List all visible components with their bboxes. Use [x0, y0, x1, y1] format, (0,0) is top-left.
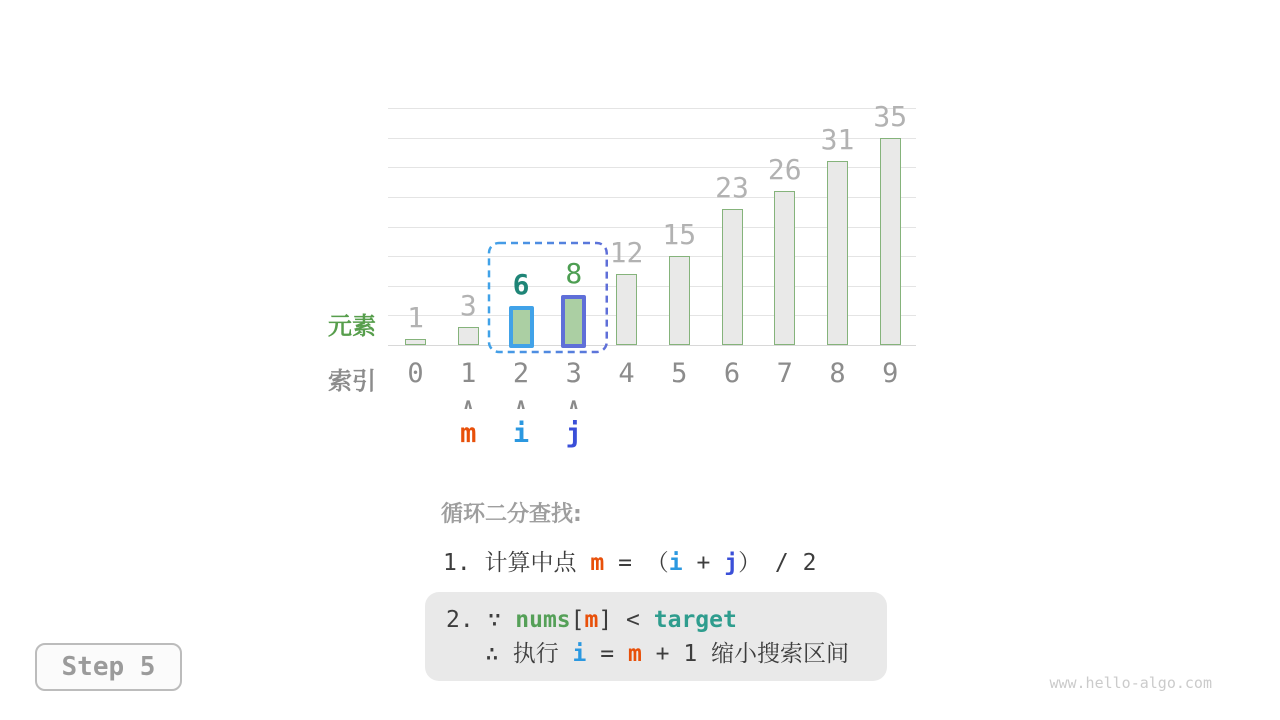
text-segment: = （ — [604, 550, 669, 576]
bar — [722, 209, 743, 345]
text-segment: + 1 缩小搜索区间 — [641, 641, 850, 667]
selection-dashed-box — [486, 240, 610, 356]
bar-value-label: 23 — [715, 170, 749, 204]
index-label: 6 — [723, 358, 741, 389]
explanation-step2-line2 — [446, 637, 887, 671]
bar-value-label: 31 — [820, 123, 855, 157]
x-axis-line — [388, 345, 916, 346]
code-token-i: i — [572, 641, 587, 667]
code-token-i: i — [668, 550, 683, 576]
bar-value-label: 3 — [459, 289, 477, 323]
text-segment: 2. ∵ — [446, 607, 516, 633]
bar — [880, 138, 901, 345]
caret-up-icon: ∧ — [462, 395, 475, 413]
bar — [827, 161, 848, 345]
text-segment: [ — [570, 607, 585, 633]
bar-value-label: 12 — [609, 235, 644, 269]
pointer-label-j: j — [565, 418, 582, 449]
step-badge-label: Step 5 — [61, 652, 156, 682]
code-token-j: j — [724, 550, 739, 576]
bar-value-label: 1 — [407, 301, 424, 335]
gridline — [388, 108, 916, 109]
row-label-indices: 索引 — [328, 367, 376, 395]
code-token-m: m — [590, 550, 605, 576]
text-segment: 1. 计算中点 — [443, 550, 591, 576]
step-badge — [35, 643, 182, 691]
index-label: 3 — [565, 358, 582, 389]
bar — [405, 339, 426, 345]
bar-value-label: 6 — [512, 268, 530, 302]
bar — [616, 274, 637, 345]
row-label-elements: 元素 — [328, 312, 376, 340]
text-segment: ] < — [598, 607, 654, 633]
watermark: www.hello-algo.com — [1049, 674, 1212, 692]
caret-up-icon: ∧ — [514, 395, 528, 413]
explanation-step2-box — [425, 592, 887, 681]
index-label: 7 — [776, 358, 793, 389]
caret-up-icon: ∧ — [567, 395, 580, 413]
bar — [774, 191, 795, 345]
bar-value-label: 26 — [767, 152, 802, 186]
text-segment: + — [682, 550, 725, 576]
text-segment: = — [586, 641, 628, 667]
code-token-m: m — [584, 607, 599, 633]
index-label: 2 — [512, 358, 530, 389]
index-label: 1 — [460, 358, 477, 389]
bar — [458, 327, 479, 345]
index-label: 9 — [882, 358, 899, 389]
explanation-step1 — [443, 550, 816, 577]
pointer-label-i: i — [512, 418, 530, 449]
bar-value-label: 8 — [565, 256, 583, 290]
explanation-heading: 循环二分查找: — [441, 502, 582, 527]
text-segment: ∴ 执行 — [485, 641, 573, 667]
code-token-nums: nums — [515, 607, 571, 633]
text-segment: ） / 2 — [738, 550, 817, 576]
bar-value-label: 35 — [873, 99, 908, 133]
code-token-target: target — [653, 607, 737, 633]
code-token-m: m — [627, 641, 642, 667]
bar-value-label: 15 — [662, 218, 697, 252]
pointer-label-m: m — [460, 418, 477, 449]
index-label: 0 — [407, 358, 424, 389]
index-label: 5 — [671, 358, 688, 389]
index-label: 8 — [829, 358, 846, 389]
index-label: 4 — [618, 358, 635, 389]
bar — [669, 256, 690, 345]
explanation-step2-line1 — [446, 603, 887, 637]
